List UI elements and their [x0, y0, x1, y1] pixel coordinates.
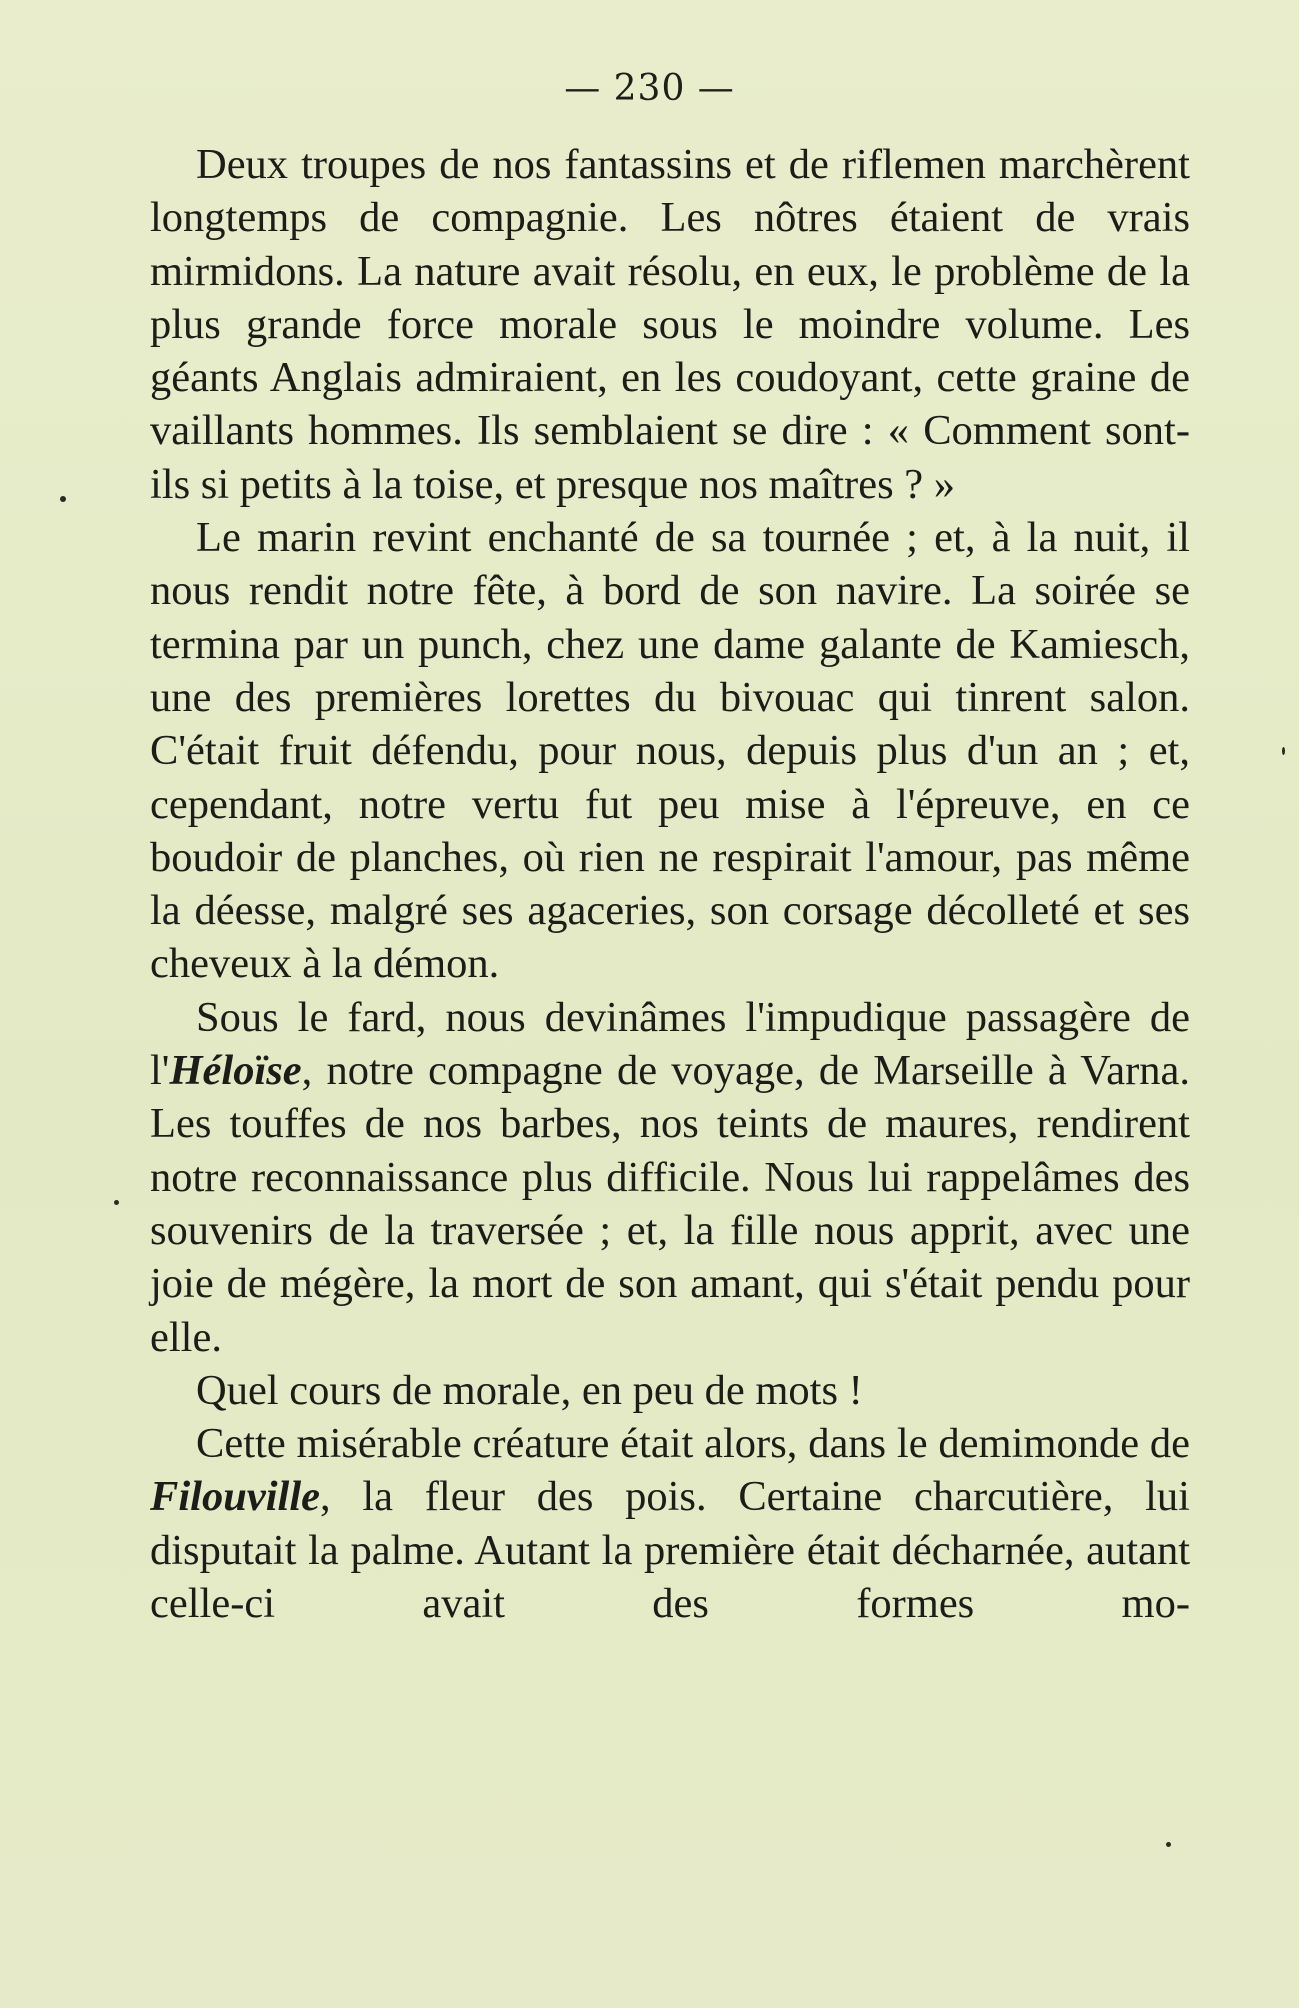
paragraph-5 [150, 1417, 1190, 1630]
paragraph-3-part-1: Sous le fard, nous devinâmes l'impudique passagère de l' [150, 993, 1190, 1095]
ink-speck [60, 496, 66, 502]
ship-name-heloise: Héloïse [169, 1047, 302, 1095]
place-name-filouville: Filouville [150, 1473, 320, 1521]
paragraph-3-part-2: , notre compagne de voyage, de Marseille à Varna. Les touffes de nos barbes, nos teints de maures, rendirent notre reconnaissance plus difficile. Nous lui rappelâmes des souvenirs de la traversée ; et, la fille nous apprit, avec une joie de mégère, la mort de son amant, qui s'était pendu pour elle. [150, 1047, 1190, 1361]
body-text [150, 138, 1190, 1630]
paragraph-5-part-2: , la fleur des pois. Certaine charcutière, lui disputait la palme. Autant la première était décharnée, autant celle-ci avait des formes mo- [150, 1473, 1190, 1628]
ink-speck [1166, 1842, 1171, 1847]
paragraph-1: Deux troupes de nos fantassins et de riflemen marchèrent longtemps de compagnie. Les nôtres étaient de vrais mirmidons. La nature avait résolu, en eux, le problème de la plus grande force morale sous le moindre volume. Les géants Anglais admiraient, en les coudoyant, cette graine de vaillants hommes. Ils semblaient se dire : « Comment sont-ils si petits à la toise, et presque nos maîtres ? » [150, 141, 1190, 508]
ink-speck [1282, 747, 1285, 755]
paragraph-5-part-1: Cette misérable créature était alors, dans le demimonde de [196, 1420, 1190, 1468]
paragraph-3 [150, 991, 1190, 1364]
paragraph-2: Le marin revint enchanté de sa tournée ; et, à la nuit, il nous rendit notre fête, à bord de son navire. La soirée se termina par un punch, chez une dame galante de Kamiesch, une des premières lorettes du bivouac qui tinrent salon. C'était fruit défendu, pour nous, depuis plus d'un an ; et, cependant, notre vertu fut peu mise à l'épreuve, en ce boudoir de planches, où rien ne respirait l'amour, pas même la déesse, malgré ses agaceries, son corsage décolleté et ses cheveux à la démon. [150, 514, 1190, 988]
ink-speck [114, 1200, 119, 1205]
page-number: — 230 — [564, 68, 735, 109]
paragraph-4: Quel cours de morale, en peu de mots ! [196, 1366, 863, 1414]
